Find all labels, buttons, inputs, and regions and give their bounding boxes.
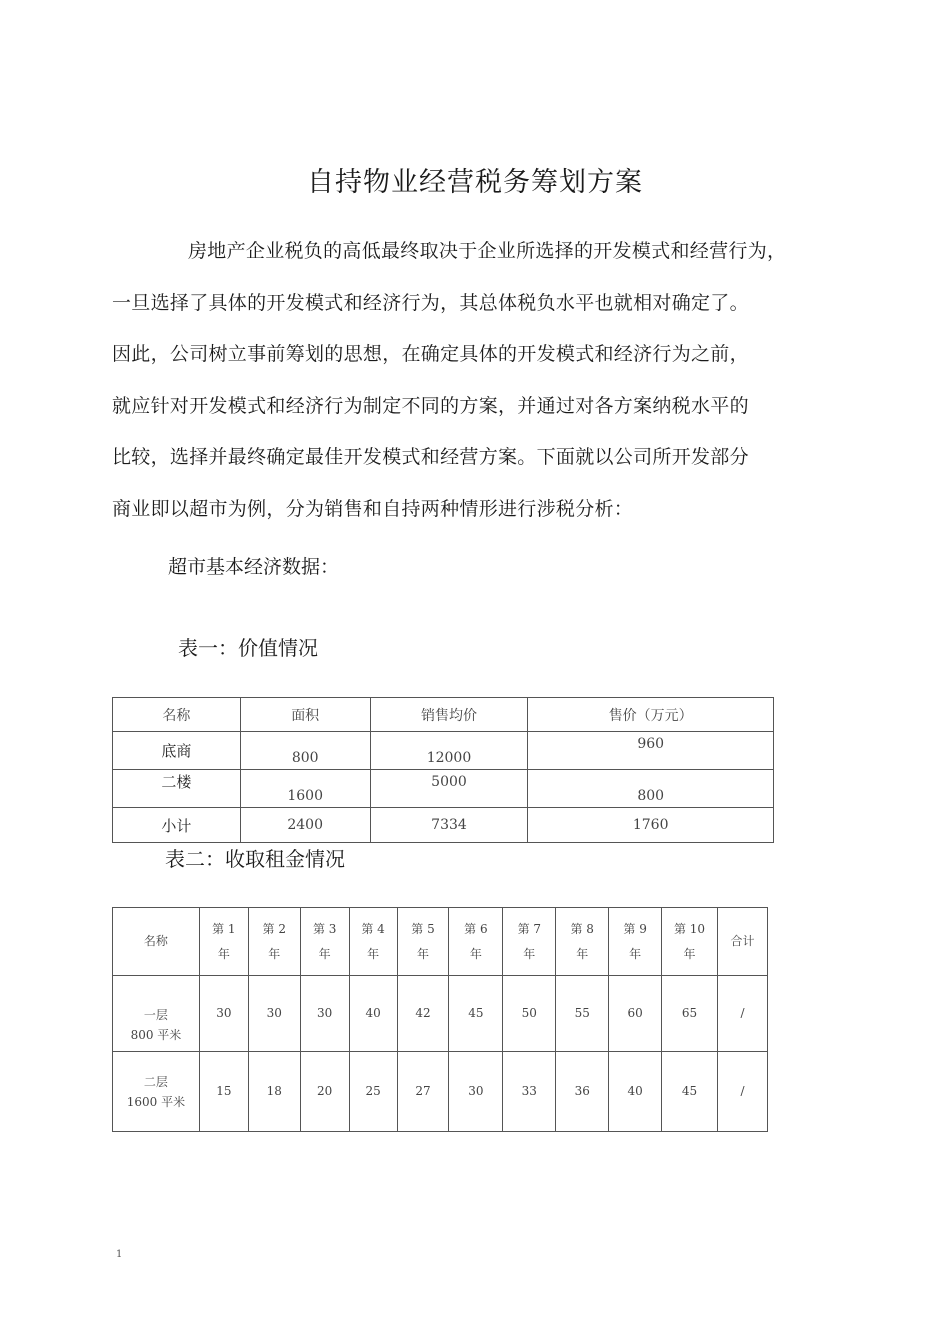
table-cell: 20	[300, 1052, 349, 1132]
table-cell: 36	[556, 1052, 609, 1132]
year-header-cell: 第 10 年	[662, 908, 718, 976]
table-row	[113, 808, 774, 843]
paragraph-line: 因此，公司树立事前筹划的思想，在确定具体的开发模式和经济行为之前，	[112, 343, 749, 365]
table-cell: 2400	[240, 808, 370, 843]
table-cell: 1760	[528, 808, 774, 843]
paragraph-line: 房地产企业税负的高低最终取决于企业所选择的开发模式和经营行为，	[188, 240, 787, 262]
paragraph-line: 就应针对开发模式和经济行为制定不同的方案，并通过对各方案纳税水平的	[112, 394, 749, 417]
header-cell: 名称	[113, 698, 241, 732]
table-cell: 960	[528, 732, 774, 770]
year-header-cell: 第 3 年	[300, 908, 349, 976]
table-header-row	[113, 908, 768, 976]
paragraph-line: 商业即以超市为例，分为销售和自持两种情形进行涉税分析：	[112, 497, 634, 520]
table-cell: 30	[449, 1052, 503, 1132]
table-row	[113, 732, 774, 770]
table-row	[113, 1052, 768, 1132]
table-cell: 40	[609, 1052, 662, 1132]
table-cell: 65	[662, 976, 718, 1052]
table-cell: 60	[609, 976, 662, 1052]
table-cell: /	[717, 976, 767, 1052]
row-name-cell: 一层 800 平米	[113, 976, 200, 1052]
table-cell: 25	[349, 1052, 397, 1132]
page-number: 1	[116, 1249, 123, 1260]
table-cell: 小计	[113, 808, 241, 843]
table-cell: 40	[349, 976, 397, 1052]
table-cell: 底商	[113, 732, 241, 770]
rent-table	[112, 907, 768, 1132]
year-header-cell: 第 8 年	[556, 908, 609, 976]
table2-caption: 表二：收取租金情况	[165, 847, 345, 871]
table-cell: 45	[449, 976, 503, 1052]
table-cell: 30	[300, 976, 349, 1052]
paragraph-line: 比较，选择并最终确定最佳开发模式和经营方案。下面就以公司所开发部分	[112, 446, 749, 468]
table-cell: 55	[556, 976, 609, 1052]
header-cell: 名称	[113, 908, 200, 976]
year-header-cell: 第 4 年	[349, 908, 397, 976]
table-cell: 15	[199, 1052, 248, 1132]
row-name-cell: 二层 1600 平米	[113, 1052, 200, 1132]
year-header-cell: 第 1 年	[199, 908, 248, 976]
table-cell: 45	[662, 1052, 718, 1132]
table-cell: 33	[503, 1052, 556, 1132]
table-row	[113, 976, 768, 1052]
table-cell: 50	[503, 976, 556, 1052]
table-header-row	[113, 698, 774, 732]
header-cell: 售价（万元）	[528, 698, 774, 732]
table-cell: 27	[397, 1052, 449, 1132]
year-header-cell: 第 9 年	[609, 908, 662, 976]
table-cell: 7334	[370, 808, 528, 843]
table-cell: 30	[199, 976, 248, 1052]
table-cell: 42	[397, 976, 449, 1052]
table-cell: 18	[248, 1052, 300, 1132]
intro-paragraph	[112, 226, 880, 535]
table-row	[113, 770, 774, 808]
table-cell: 800	[528, 770, 774, 808]
year-header-cell: 第 6 年	[449, 908, 503, 976]
year-header-cell: 第 2 年	[248, 908, 300, 976]
paragraph-line: 一旦选择了具体的开发模式和经济行为，其总体税负水平也就相对确定了。	[112, 291, 749, 314]
table-cell: 5000	[370, 770, 528, 808]
table-cell: 800	[240, 732, 370, 770]
table-cell: 30	[248, 976, 300, 1052]
header-cell: 面积	[240, 698, 370, 732]
section-subheading: 超市基本经济数据：	[168, 556, 340, 578]
value-table	[112, 697, 774, 843]
header-cell: 销售均价	[370, 698, 528, 732]
year-header-cell: 第 5 年	[397, 908, 449, 976]
table-cell: /	[717, 1052, 767, 1132]
table-cell: 二楼	[113, 770, 241, 808]
table1-caption: 表一：价值情况	[178, 636, 318, 660]
header-cell: 合计	[717, 908, 767, 976]
table-cell: 1600	[240, 770, 370, 808]
year-header-cell: 第 7 年	[503, 908, 556, 976]
document-title: 自持物业经营税务筹划方案	[307, 167, 643, 198]
table-cell: 12000	[370, 732, 528, 770]
